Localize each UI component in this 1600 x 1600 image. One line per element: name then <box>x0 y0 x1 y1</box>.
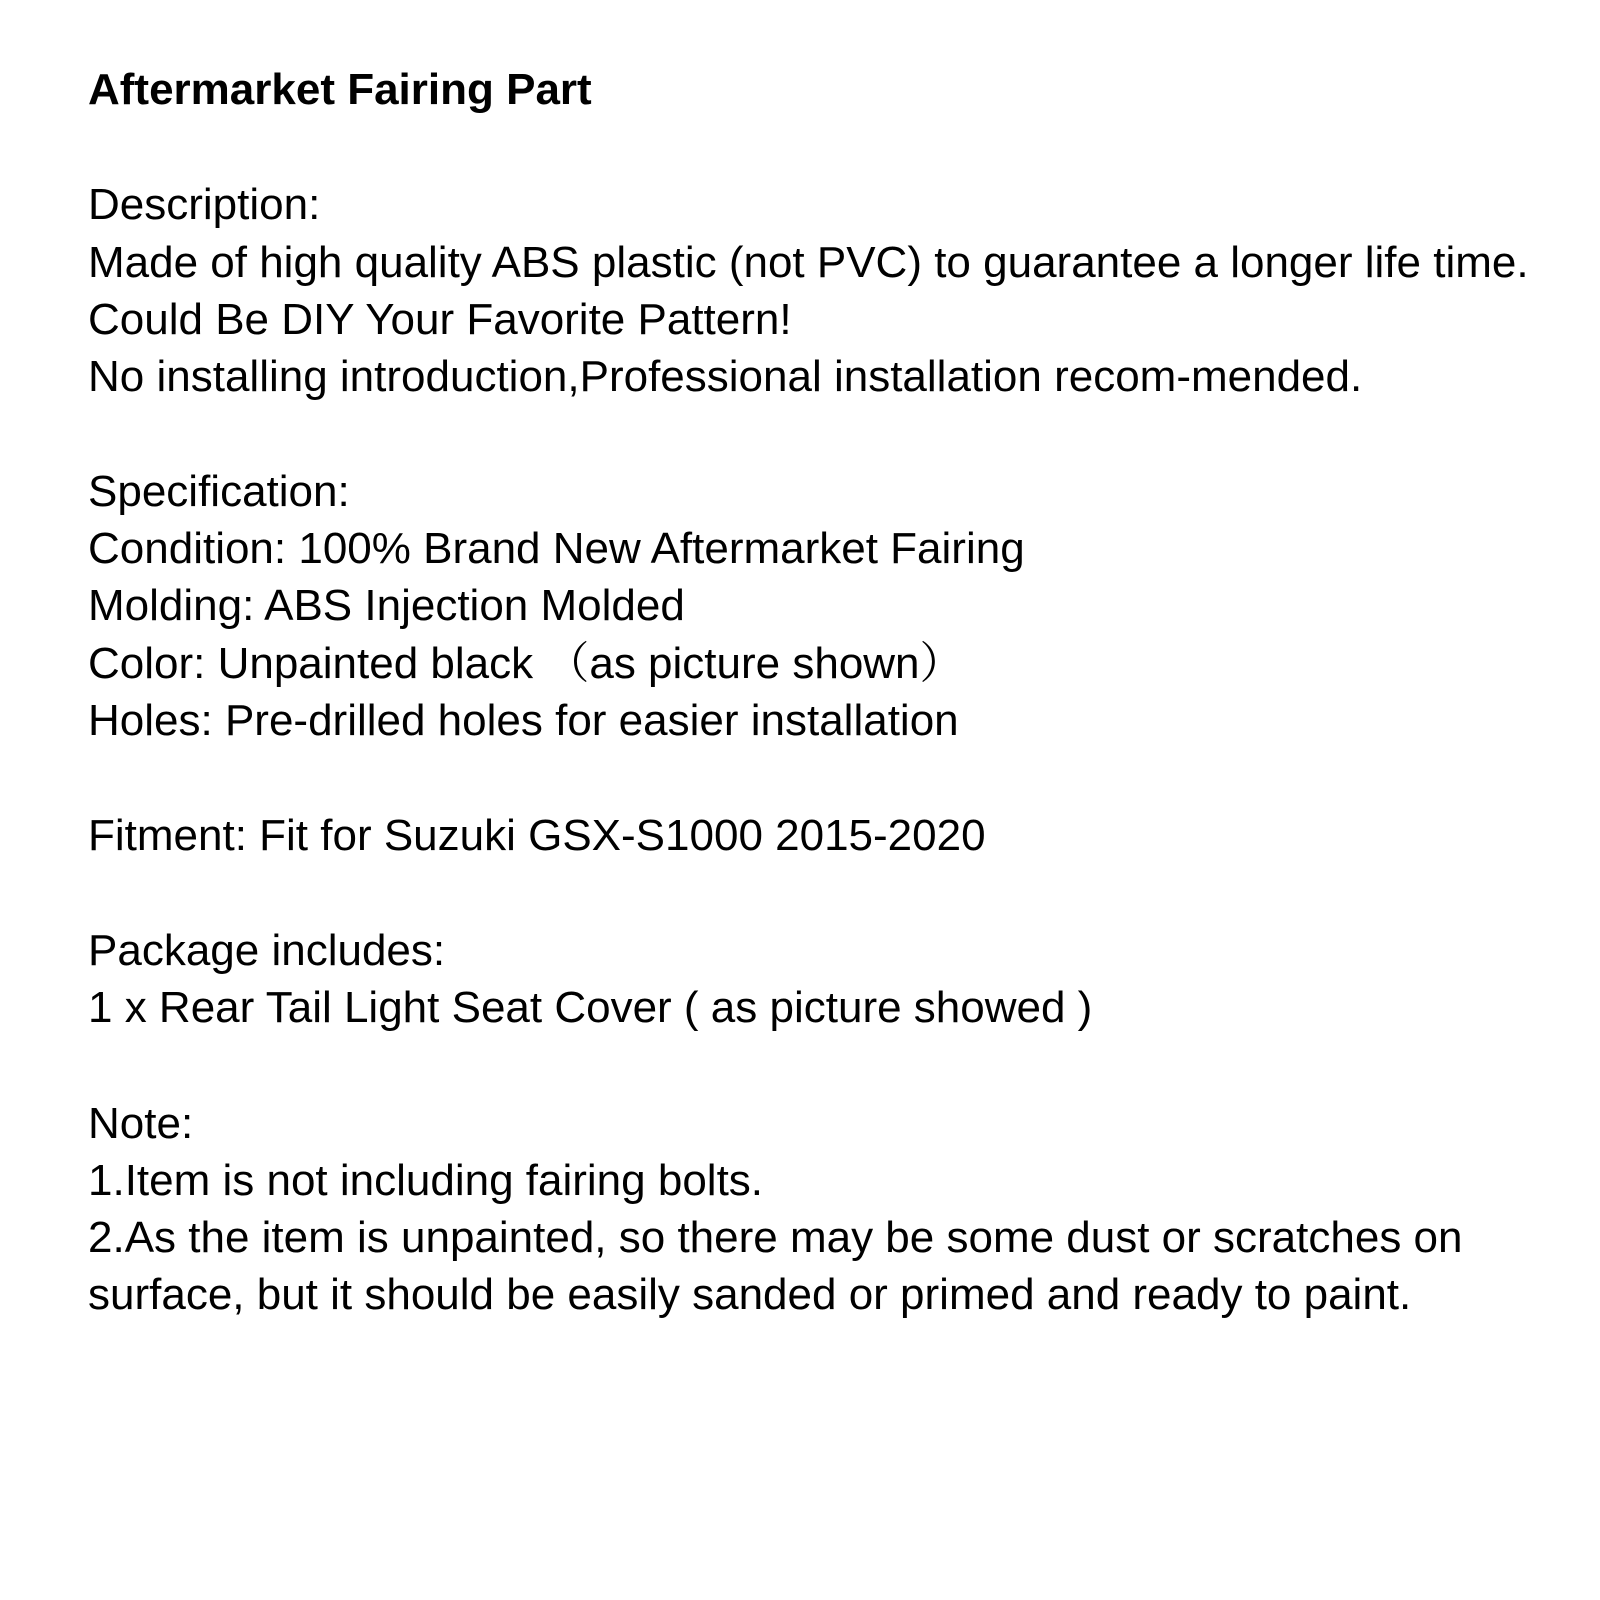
description-heading: Description: <box>88 180 321 230</box>
description-line-3: No installing introduction,Professional installation recom-mended. <box>88 351 1363 401</box>
fitment-section <box>88 807 1530 864</box>
specification-heading: Specification: <box>88 467 350 517</box>
note-heading: Note: <box>88 1098 194 1148</box>
spacer <box>88 864 1530 922</box>
note-section <box>88 1095 1530 1324</box>
description-section <box>88 176 1530 405</box>
spacer <box>88 749 1530 807</box>
spacer <box>88 405 1530 463</box>
specification-section <box>88 463 1530 749</box>
note-line-1: 1.Item is not including fairing bolts. <box>88 1155 764 1205</box>
specification-molding: Molding: ABS Injection Molded <box>88 581 685 631</box>
specification-holes: Holes: Pre-drilled holes for easier installation <box>88 695 959 745</box>
description-line-2: Could Be DIY Your Favorite Pattern! <box>88 294 792 344</box>
package-section <box>88 922 1530 1036</box>
spacer <box>88 118 1530 176</box>
fitment-line: Fitment: Fit for Suzuki GSX-S1000 2015-2020 <box>88 811 986 860</box>
note-line-2: 2.As the item is unpainted, so there may be some dust or scratches on surface, but it should be easily sanded or primed and ready to paint. <box>88 1212 1463 1320</box>
specification-color: Color: Unpainted black （as picture shown） <box>88 638 964 688</box>
specification-condition: Condition: 100% Brand New Aftermarket Fairing <box>88 524 1025 574</box>
description-line-1: Made of high quality ABS plastic (not PVC) to guarantee a longer life time. <box>88 237 1529 287</box>
package-line-1: 1 x Rear Tail Light Seat Cover ( as picture showed ) <box>88 983 1093 1033</box>
page-title: Aftermarket Fairing Part <box>88 65 592 114</box>
spacer <box>88 1037 1530 1095</box>
package-heading: Package includes: <box>88 926 446 976</box>
